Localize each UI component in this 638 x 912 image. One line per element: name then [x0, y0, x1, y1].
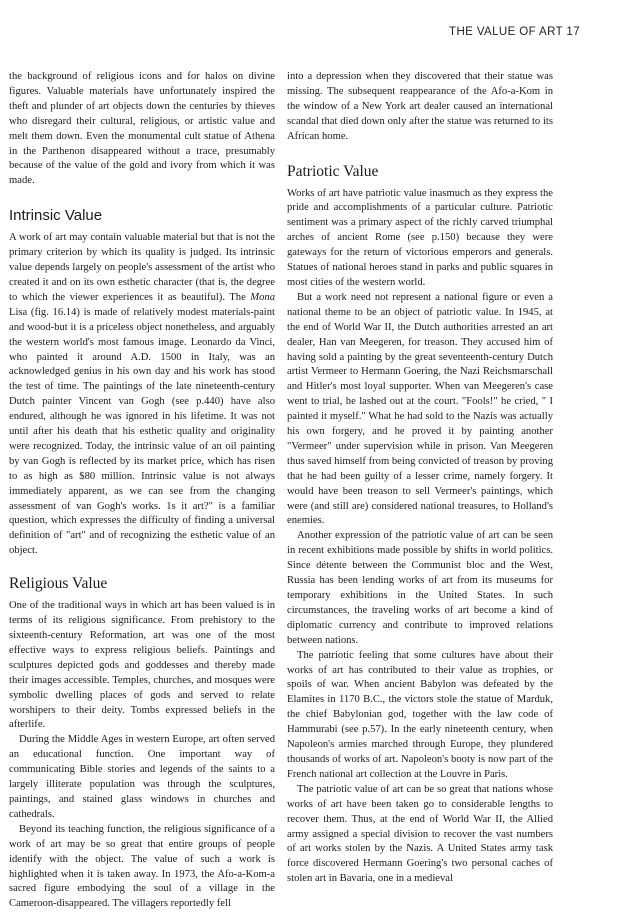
religious-paragraph-1: One of the traditional ways in which art has been valued is in terms of its religious significance. From prehistory to the sixteenth-century Reformation, art was one of the most effective ways to express religious beliefs. Paintings and sculptures depicted gods and goddesses and thereby made their images accessible. Temples, churches, and mosques were symbolic dwelling places of gods and served to relate worshipers to their deity. Tombs expressed beliefs in the afterlife. — [9, 600, 275, 731]
religious-paragraph-3: Beyond its teaching function, the religious significance of a work of art may be so great that entire groups of people identify with the object. The value of such a work is highlighted when it is taken away. In 1973, the Afo-a-Kom-a sacred figure embodying the soul of a village in the Cameroon-disappeared. The villagers reportedly fell — [9, 823, 275, 910]
right-column — [287, 70, 553, 887]
religious-value-heading: Religious Value — [9, 575, 108, 593]
patriotic-paragraph-4: The patriotic feeling that some cultures have about their works of art has contributed to their value as trophies, or spoils of war. When ancient Babylon was defeated by the Elamites in 1170 B.C., the victors stole the statue of Marduk, the chief Babylonian god, together with the law code of Hammurabi (see p.57). In the early nineteenth century, when Napoleon's armies marched through Europe, they plundered thousands of works of art. Napoleon's booty is now part of the French national art collection at the Louvre in Paris. — [287, 649, 553, 780]
mona-italic: Mona — [250, 291, 275, 303]
patriotic-paragraph-1: Works of art have patriotic value inasmuch as they express the pride and accomplishments of a particular culture. Patriotic sentiment was a primary aspect of the richly carved triumphal arches of ancient Rome (see p.150) because they were gateways for the return of victorious emperors and generals. Statues of national heroes stand in parks and public squares in most cities of the western world. — [287, 187, 553, 288]
running-head: THE VALUE OF ART 17 — [449, 26, 580, 38]
patriotic-paragraph-5: The patriotic value of art can be so great that nations whose works of art have been taken go to considerable lengths to recover them. Thus, at the end of World War II, the Allied army assigned a special division to recover the vast numbers of art works stolen by the Nazis. A United States army task force discovered Hermann Goering's two personal caches of stolen art in Bavaria, one in a medieval — [287, 783, 553, 885]
left-column — [9, 70, 275, 912]
patriotic-value-heading: Patriotic Value — [287, 162, 379, 180]
intrinsic-text-start: A work of art may contain valuable material but that is not the primary criterion by which its quality is judged. Its intrinsic value depends largely on people's assessment of the artist who created it and on its own esthetic character (that is, the degree to which the viewer experiences it as beautiful). The — [9, 232, 275, 303]
intro-paragraph: the background of religious icons and for halos on divine figures. Valuable materials have unfortunately inspired the theft and plunder of art objects down the centuries by thieves who disregard their cultural, religious, or artistic value and melt them down. Even the monumental cult statue of Athena in the Parthenon disappeared without a trace, presumably because of the value of the gold and ivory from which it was made. — [9, 71, 275, 187]
religious-paragraph-2: During the Middle Ages in western Europe, art often served an educational function. One important way of communicating Bible stories and legends of the saints to a largely illiterate population was through the sculptures, paintings, and stained glass windows in churches and cathedrals. — [9, 734, 275, 820]
intrinsic-paragraph — [9, 231, 275, 559]
patriotic-paragraph-3: Another expression of the patriotic value of art can be seen in recent exhibitions made possible by shifts in world politics. Since détente between the Communist bloc and the West, Russia has been lending works of art from its museums for temporary exhibitions in the United States. In such circumstances, the traveling works of art become a kind of diplomatic currency and contribute to improved relations between nations. — [287, 530, 553, 646]
patriotic-paragraph-2: But a work need not represent a national figure or even a national theme to be an object of patriotic value. In 1945, at the end of World War II, the Dutch authorities arrested an art dealer, Han van Meegeren, for treason. They accused him of having sold a painting by the great seventeenth-century Dutch artist Vermeer to Hermann Goering, the Nazi Reichsmarschall and Hitler's most loyal supporter. When van Meegeren's case went to trial, he lashed out at the court. "Fools!" he cried, " I painted it myself." What he had sold to the Nazis was actually his own forgery, and he proved it by painting another "Vermeer" under supervision while in prison. Van Meegeren thus saved himself from being convicted of treason by proving that he had been guilty of a lesser crime, namely forgery. It would have been treason to sell Vermeer's paintings, which were (and still are) considered national treasures, to Holland's enemies. — [287, 291, 553, 527]
intrinsic-text-end: Lisa (fig. 16.14) is made of relatively modest materials-paint and wood-but it is a priceless object nonetheless, and arguably the western world's most famous image. Leonardo da Vinci, who painted it around A.D. 1500 in Italy, was an acknowledged genius in his own day and his work has stood the test of time. The paintings of the late nineteenth-century Dutch painter Vincent van Gogh (see p.440) have also endured, although he was ignored in his lifetime. It was not until after his death that his esthetic quality and originality were recognized. Today, the intrinsic value of an oil painting by van Gogh is reflected by its market price, which has risen to as high as $80 million. Intrinsic value is not always immediately apparent, as we can see from the changing assessment of van Gogh's works. 1s it art?" is a familiar question, which expresses the difficulty of finding a universal definition of "art" and of recognizing the esthetic value of an object. — [9, 306, 275, 557]
intrinsic-value-heading: Intrinsic Value — [9, 207, 103, 225]
continued-paragraph: into a depression when they discovered that their statue was missing. The subsequent reappearance of the Afo-a-Kom in the window of a New York art dealer caused an international scandal that died down only after the statue was returned to its African home. — [287, 71, 553, 142]
